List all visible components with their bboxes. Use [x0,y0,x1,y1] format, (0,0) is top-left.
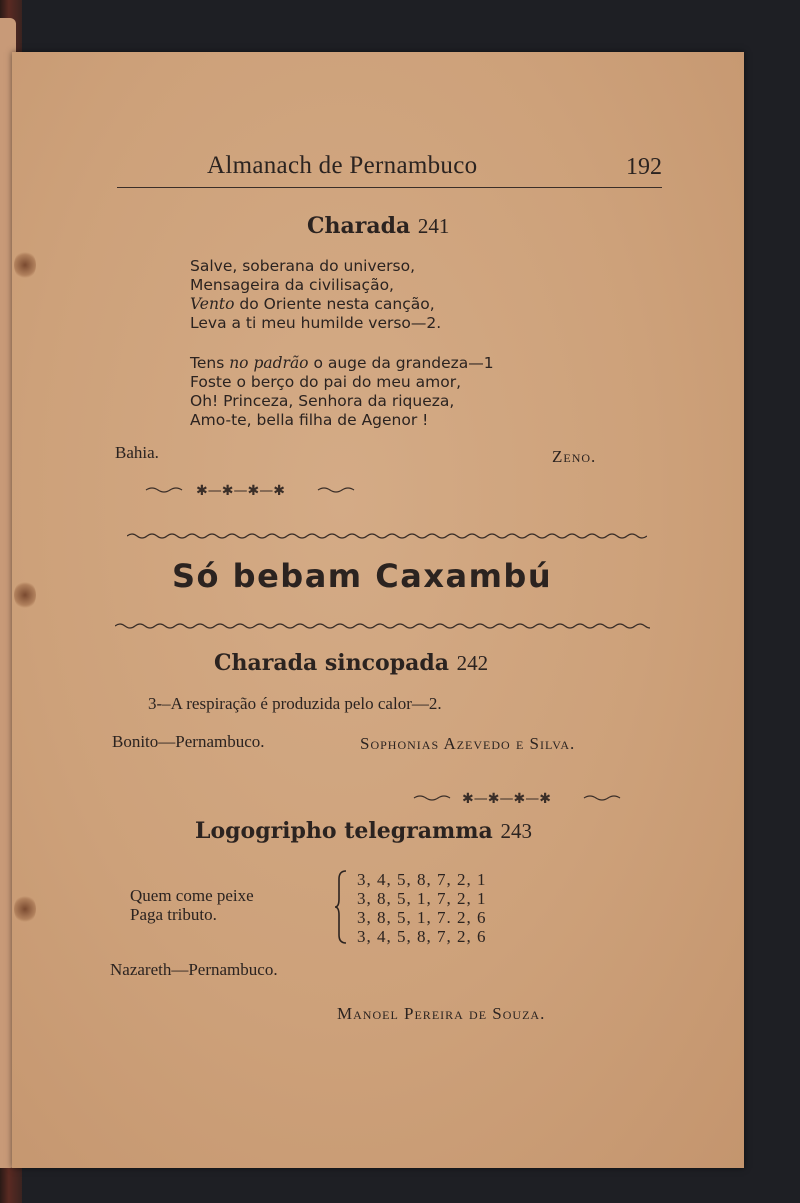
charada-241-stanza-2 [190,354,494,430]
page-number: 192 [626,154,662,180]
svg-text:✱—✱—✱—✱: ✱—✱—✱—✱ [196,483,285,498]
logogripho-place: Nazareth—Pernambuco. [110,960,278,979]
charada-number: 241 [417,214,450,238]
header-rule [117,187,662,188]
charada-242-author: Sophonias Azevedo e Silva. [360,734,576,753]
verse-text: Tens [190,354,230,372]
charada-242-place: Bonito—Pernambuco. [112,732,265,751]
ornament-divider [144,482,356,498]
number-row: 3, 4, 5, 8, 7, 2, 6 [357,927,487,946]
charada-241-place: Bahia. [115,443,159,462]
verse-line [190,295,441,314]
ornament-divider [412,790,622,806]
verse-text: do Oriente nesta canção, [234,295,435,313]
verse-line [190,354,494,373]
clue-line: Paga tributo. [130,905,217,924]
charada-241-stanza-1 [190,257,441,333]
charada-242-heading [214,650,488,676]
clue-line: Quem come peixe [130,886,254,905]
logogripho-numbers [357,870,487,946]
italic-phrase: no padrão [229,354,309,372]
verse-line: Salve, soberana do universo, [190,257,416,275]
running-title: Almanach de Pernambuco [207,152,478,179]
charada-241-heading [307,213,449,239]
verse-line: Foste o berço do pai do meu amor, [190,373,462,391]
logogripho-author: Manoel Pereira de Souza. [337,1004,546,1023]
charada-242-text: 3-–A respiração é produzida pelo calor—2. [148,694,442,713]
verse-line: Leva a ti meu humilde verso—2. [190,314,442,332]
charada-number: 242 [456,651,489,675]
svg-text:✱—✱—✱—✱: ✱—✱—✱—✱ [462,791,551,806]
page-header [117,150,662,186]
curly-brace [334,869,348,945]
charada-title: Charada sincopada [214,650,449,676]
logogripho-clue [130,886,254,924]
number-row: 3, 8, 5, 1, 7, 2, 1 [357,889,487,908]
logogripho-title: Logogripho telegramma [195,818,493,844]
charada-title: Charada [307,213,411,239]
italic-word: Vento [190,295,235,313]
verse-line: Oh! Princeza, Senhora da riqueza, [190,392,455,410]
number-row: 3, 4, 5, 8, 7, 2, 1 [357,870,487,889]
verse-line: Mensageira da civilisação, [190,276,394,294]
advert-banner: Só bebam Caxambú [172,557,553,595]
worm-hole [14,580,36,610]
wavy-rule-bottom [115,622,650,630]
verse-line: Amo-te, bella filha de Agenor ! [190,411,429,429]
number-row: 3, 8, 5, 1, 7. 2, 6 [357,908,487,927]
worm-hole [14,894,36,924]
verse-text: o auge da grandeza—1 [308,354,494,372]
logogripho-number: 243 [500,819,532,843]
charada-241-author: Zeno. [552,447,597,466]
worm-hole [14,250,36,280]
wavy-rule-top [127,532,647,540]
logogripho-heading [195,818,532,844]
book-page [12,52,744,1168]
